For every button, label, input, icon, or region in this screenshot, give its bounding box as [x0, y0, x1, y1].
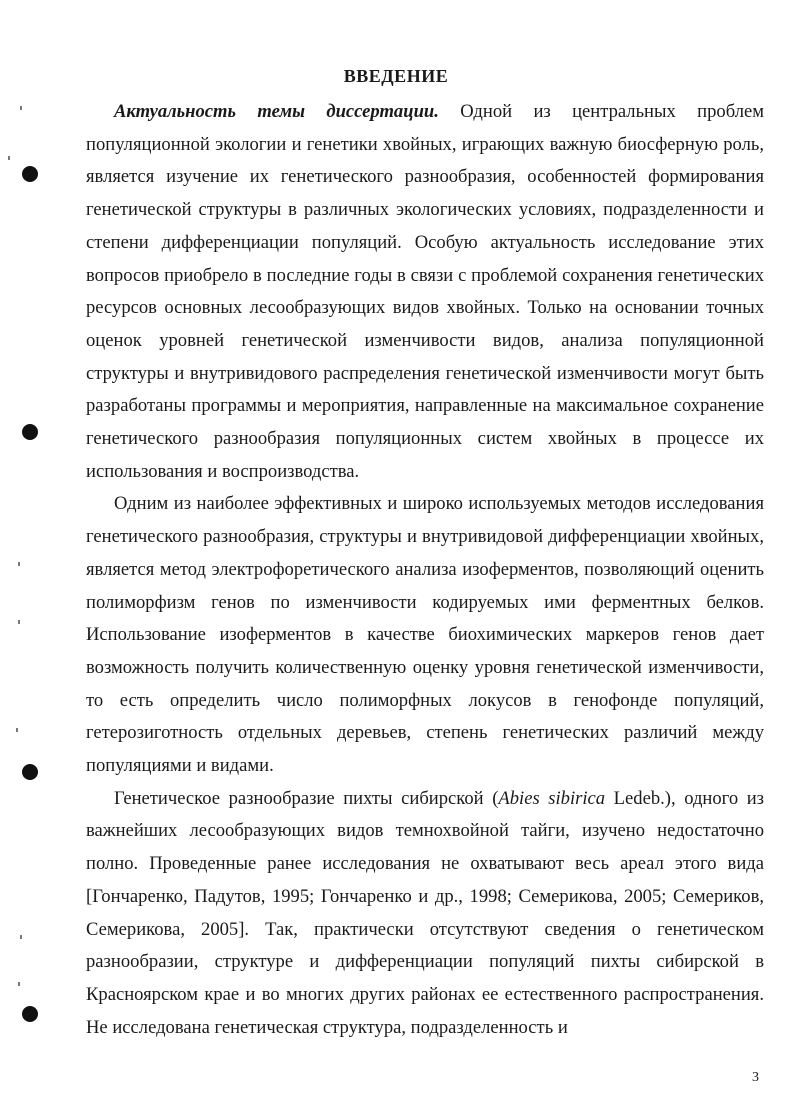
- scan-speck: [16, 728, 18, 732]
- paragraph-relevance: [86, 96, 764, 488]
- paragraph-abies: [86, 783, 764, 1045]
- page-title: ВВЕДЕНИЕ: [343, 66, 449, 86]
- scan-speck: [18, 562, 20, 566]
- paragraph-methods: [86, 488, 764, 782]
- binder-hole-icon: [22, 1006, 38, 1022]
- paragraph-lead: Актуальность темы диссертации.: [114, 101, 439, 122]
- paragraph-text: Ledeb.), одного из важнейших лесообразующих видов темнохвойной тайги, изучено недостаточно полно. Проведенные ранее исследования не охватывают весь ареал этого вида [Гончаренко, Падутов, 1995; Гончаренко и др., 1998; Семерикова, 2005; Семериков, Семерикова, 2005]. Так, практически отсутствуют сведения о генетическом разнообразии, структуре и дифференциации популяций пихты сибирской в Красноярском крае и во многих других районах ее естественного распространения. Не исследована генетическая структура, подразделенность и: [86, 787, 764, 1038]
- binder-hole-icon: [22, 424, 38, 440]
- scan-speck: [20, 106, 22, 110]
- scan-speck: [8, 156, 10, 160]
- binder-hole-icon: [22, 764, 38, 780]
- scan-speck: [20, 935, 22, 939]
- body-text: [86, 96, 764, 1044]
- paragraph-text: Генетическое разнообразие пихты сибирской (: [114, 787, 499, 809]
- binder-hole-icon: [22, 166, 38, 182]
- page-number: 3: [752, 1070, 759, 1085]
- paragraph-text: Одним из наиболее эффективных и широко используемых методов исследования генетического разнообразия, структуры и внутривидовой дифференциации хвойных, является метод электрофоретического анализа изоферментов, позволяющий оценить полиморфизм генов по изменчивости кодируемых ими ферментных белков. Использование изоферментов в качестве биохимических маркеров генов дает возможность получить количественную оценку уровня генетической изменчивости, то есть определить число полиморфных локусов в генофонде популяций, гетерозиготность отдельных деревьев, степень генетических различий между популяциями и видами.: [86, 493, 764, 777]
- scan-speck: [18, 982, 20, 986]
- latin-species-name: Abies sibirica: [498, 787, 606, 809]
- scan-speck: [18, 620, 20, 624]
- paragraph-text: Одной из центральных проблем популяционной экологии и генетики хвойных, играющих важную биосферную роль, является изучение их генетического разнообразия, особенностей формирования генетической структуры в различных экологических условиях, подразделенности и степени дифференциации популяций. Особую актуальность исследование этих вопросов приобрело в последние годы в связи с проблемой сохранения генетических ресурсов основных лесообразующих видов хвойных. Только на основании точных оценок уровней генетической изменчивости видов, анализа популяционной структуры и внутривидового распределения генетической изменчивости могут быть разработаны программы и мероприятия, направленные на максимальное сохранение генетического разнообразия популяционных систем хвойных в процессе их использования и воспроизводства.: [86, 101, 764, 482]
